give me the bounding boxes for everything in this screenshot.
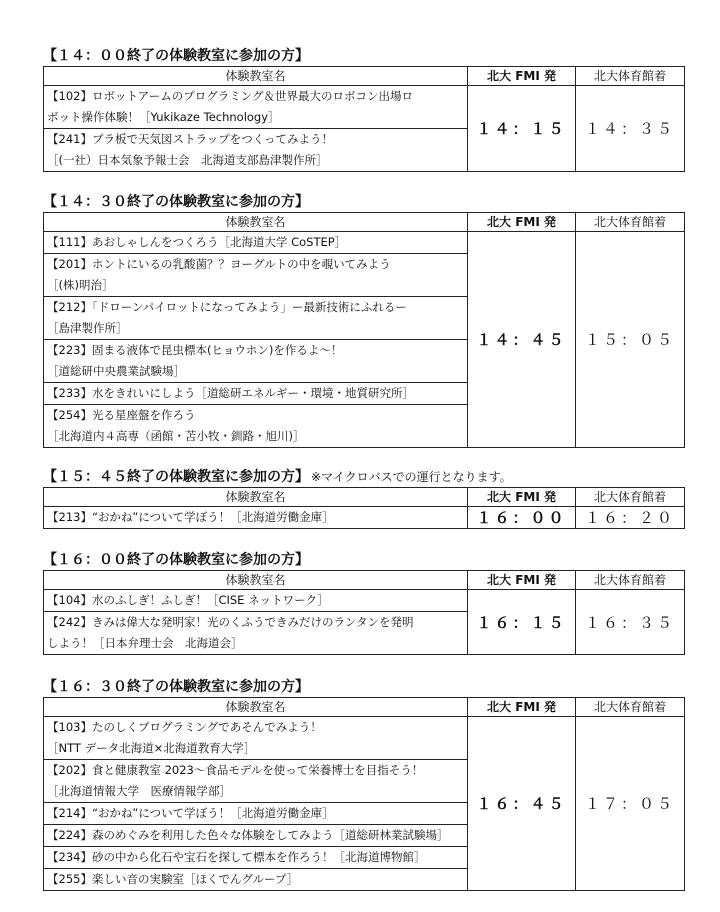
header-gym: 北大体育館着 — [576, 698, 685, 717]
list-item — [44, 868, 467, 890]
header-name: 体験教室名 — [44, 488, 468, 507]
class-list — [44, 717, 468, 891]
item-line: ［北海道情報大学 医療情報学部］ — [47, 784, 231, 798]
item-line: ［道総研中央農業試験場］ — [47, 364, 185, 378]
table-header-row — [44, 213, 685, 232]
section-title-text: 【１４：００終了の体験教室に参加の方】 — [43, 48, 309, 64]
header-name: 体験教室名 — [44, 213, 468, 232]
header-name: 体験教室名 — [44, 67, 468, 86]
section-title-text: 【１６：３０終了の体験教室に参加の方】 — [43, 679, 309, 695]
schedule-table — [43, 697, 685, 891]
schedule-table — [43, 212, 685, 448]
item-line: 【241】プラ板で天気図ストラップをつくってみよう！ — [47, 132, 333, 146]
table-header-row — [44, 488, 685, 507]
item-line: ［(株)明治］ — [47, 278, 114, 292]
table-header-row — [44, 698, 685, 717]
section-title — [43, 550, 684, 570]
list-item — [44, 611, 467, 654]
list-item — [44, 339, 467, 382]
section-note: ※マイクロバスでの運行となります。 — [311, 470, 512, 484]
item-line: 【111】あおしゃしんをつくろう［北海道大学 CoSTEP］ — [47, 235, 347, 249]
list-item — [44, 382, 467, 404]
section-title-text: 【１４：３０終了の体験教室に参加の方】 — [43, 194, 309, 210]
section-title — [43, 677, 684, 697]
item-line: しよう！［日本弁理士会 北海道会］ — [47, 636, 243, 650]
list-item — [44, 759, 467, 802]
section-title-text: 【１５：４５終了の体験教室に参加の方】 — [43, 469, 309, 485]
list-item — [44, 590, 467, 611]
table-header-row — [44, 571, 685, 590]
schedule-table — [43, 570, 685, 655]
class-list — [44, 507, 468, 529]
list-item — [44, 296, 467, 339]
section-1430 — [43, 192, 684, 448]
header-fmi: 北大 FMI 発 — [468, 67, 576, 86]
item-line: 【234】砂の中から化石や宝石を探して標本を作ろう！［北海道博物館］ — [47, 850, 426, 864]
item-line: 【214】“おかね”について学ぼう！［北海道労働金庫］ — [47, 806, 334, 820]
fmi-departure-time: １４：４５ — [468, 232, 576, 448]
header-fmi: 北大 FMI 発 — [468, 213, 576, 232]
item-line: ボット操作体験！［Yukikaze Technology］ — [47, 110, 280, 124]
header-fmi: 北大 FMI 発 — [468, 698, 576, 717]
list-item — [44, 717, 467, 759]
fmi-departure-time: １６：４５ — [468, 717, 576, 891]
table-row — [44, 590, 685, 655]
item-line: 【102】ロボットアームのプログラミング＆世界最大のロボコン出場ロ — [47, 89, 414, 103]
section-title — [43, 467, 684, 487]
item-line: ［NTT データ北海道×北海道教育大学］ — [47, 741, 256, 755]
header-gym: 北大体育館着 — [576, 571, 685, 590]
list-item — [44, 86, 467, 128]
item-line: ［島津製作所］ — [47, 321, 128, 335]
section-1630 — [43, 677, 684, 891]
table-header-row — [44, 67, 685, 86]
header-fmi: 北大 FMI 発 — [468, 571, 576, 590]
item-line: 【213】“おかね”について学ぼう！［北海道労働金庫］ — [47, 510, 334, 524]
item-line: 【201】ホントにいるの乳酸菌？？ヨーグルトの中を覗いてみよう — [47, 257, 391, 271]
item-line: 【254】光る星座盤を作ろう — [47, 408, 196, 422]
gym-arrival-time: １６：３５ — [576, 590, 685, 655]
table-row — [44, 86, 685, 172]
list-item — [44, 802, 467, 824]
header-name: 体験教室名 — [44, 698, 468, 717]
item-line: 【103】たのしくプログラミングであそんでみよう！ — [47, 720, 322, 734]
item-line: ［北海道内４高専（函館・苫小牧・釧路・旭川)］ — [47, 429, 305, 443]
section-title-text: 【１６：００終了の体験教室に参加の方】 — [43, 552, 309, 568]
item-line: 【242】きみは偉大な発明家！光のくふうできみだけのランタンを発明 — [47, 615, 414, 629]
item-line: 【104】水のふしぎ！ふしぎ！［CISE ネットワーク］ — [47, 593, 329, 607]
section-1400 — [43, 46, 684, 172]
item-line: 【233】水をきれいにしよう［道総研エネルギー・環境・地質研究所］ — [47, 386, 414, 400]
section-1545 — [43, 467, 684, 529]
header-name: 体験教室名 — [44, 571, 468, 590]
fmi-departure-time: １６：１５ — [468, 590, 576, 655]
header-fmi: 北大 FMI 発 — [468, 488, 576, 507]
class-list — [44, 86, 468, 172]
item-line: 【202】食と健康教室 2023～食品モデルを使って栄養博士を目指そう！ — [47, 763, 424, 777]
section-1600 — [43, 550, 684, 655]
gym-arrival-time: １７：０５ — [576, 717, 685, 891]
fmi-departure-time: １４：１５ — [468, 86, 576, 172]
item-line: 【223】固まる液体で昆虫標本(ヒョウホン)を作るよ～！ — [47, 343, 343, 357]
item-line: ［(一社）日本気象予報士会 北海道支部島津製作所］ — [47, 153, 328, 167]
table-row — [44, 717, 685, 891]
header-gym: 北大体育館着 — [576, 213, 685, 232]
class-list — [44, 590, 468, 655]
schedule-table — [43, 487, 685, 529]
list-item — [44, 824, 467, 846]
list-item — [44, 507, 467, 528]
list-item — [44, 232, 467, 253]
class-list — [44, 232, 468, 448]
header-gym: 北大体育館着 — [576, 488, 685, 507]
list-item — [44, 253, 467, 296]
item-line: 【212】「ドローンパイロットになってみよう」ー最新技術にふれるー — [47, 300, 407, 314]
item-line: 【224】森のめぐみを利用した色々な体験をしてみよう［道総研林業試験場］ — [47, 828, 449, 842]
section-title — [43, 192, 684, 212]
fmi-departure-time: １６：００ — [468, 507, 576, 529]
gym-arrival-time: １５：０５ — [576, 232, 685, 448]
item-line: 【255】楽しい音の実験室［ほくでんグループ］ — [47, 872, 299, 886]
table-row — [44, 232, 685, 448]
header-gym: 北大体育館着 — [576, 67, 685, 86]
table-row — [44, 507, 685, 529]
section-title — [43, 46, 684, 66]
gym-arrival-time: １４：３５ — [576, 86, 685, 172]
gym-arrival-time: １６：２０ — [576, 507, 685, 529]
list-item — [44, 128, 467, 171]
list-item — [44, 846, 467, 868]
list-item — [44, 404, 467, 447]
schedule-table — [43, 66, 685, 172]
